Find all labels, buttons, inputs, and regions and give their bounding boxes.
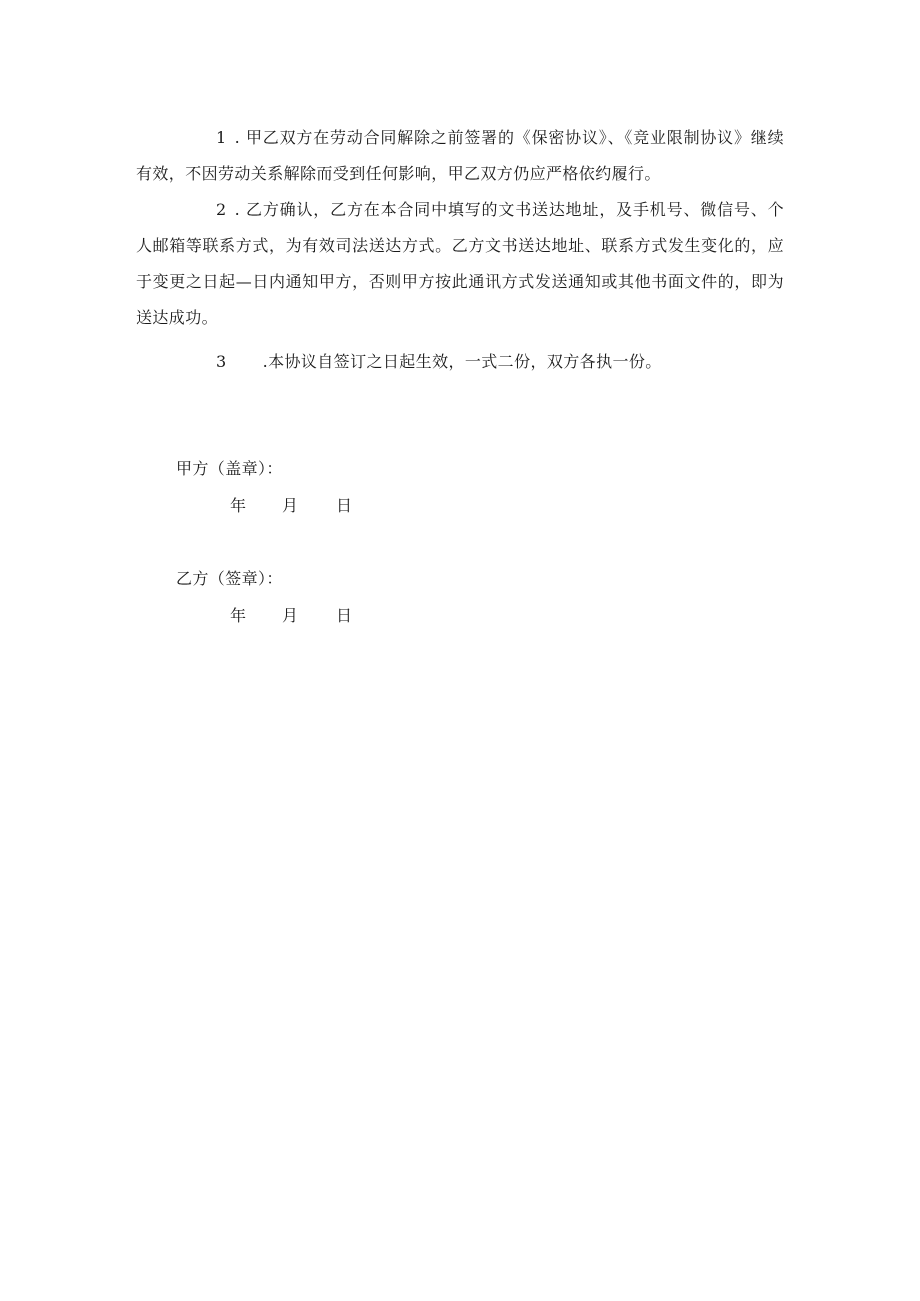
party-b-date — [176, 604, 353, 628]
date-month-label: 月 — [282, 496, 299, 515]
clause-text: . 甲乙双方在劳动合同解除之前签署的《保密协议》、《竞业限制协议》继续有效，不因劳动关系解除而受到任何影响，甲乙双方仍应严格依约履行。 — [136, 128, 784, 183]
party-a-label: 甲方（盖章）： — [176, 459, 283, 478]
clause-1 — [136, 120, 784, 192]
clause-text: .本协议自签订之日起生效，一式二份，双方各执一份。 — [262, 352, 662, 371]
party-a-signature — [176, 457, 353, 518]
clause-text: . 乙方确认，乙方在本合同中填写的文书送达地址，及手机号、微信号、个人邮箱等联系方式，为有效司法送达方式。乙方文书送达地址、联系方式发生变化的，应于变更之日起—日内通知甲方，否则甲方按此通讯方式发送通知或其他书面文件的，即为送达成功。 — [136, 200, 784, 327]
party-b-signature — [176, 567, 353, 628]
date-year-label: 年 — [230, 496, 247, 515]
date-day-label: 日 — [336, 496, 353, 515]
clause-2 — [136, 192, 784, 336]
agreement-clauses — [136, 120, 784, 380]
party-b-label: 乙方（签章）： — [176, 569, 283, 588]
party-a-date — [176, 494, 353, 518]
date-day-label: 日 — [336, 606, 353, 625]
date-year-label: 年 — [230, 606, 247, 625]
clause-3 — [136, 344, 784, 380]
clause-number: 3 — [216, 352, 227, 371]
date-month-label: 月 — [282, 606, 299, 625]
clause-number: 1 — [216, 128, 227, 147]
clause-number: 2 — [216, 200, 227, 219]
